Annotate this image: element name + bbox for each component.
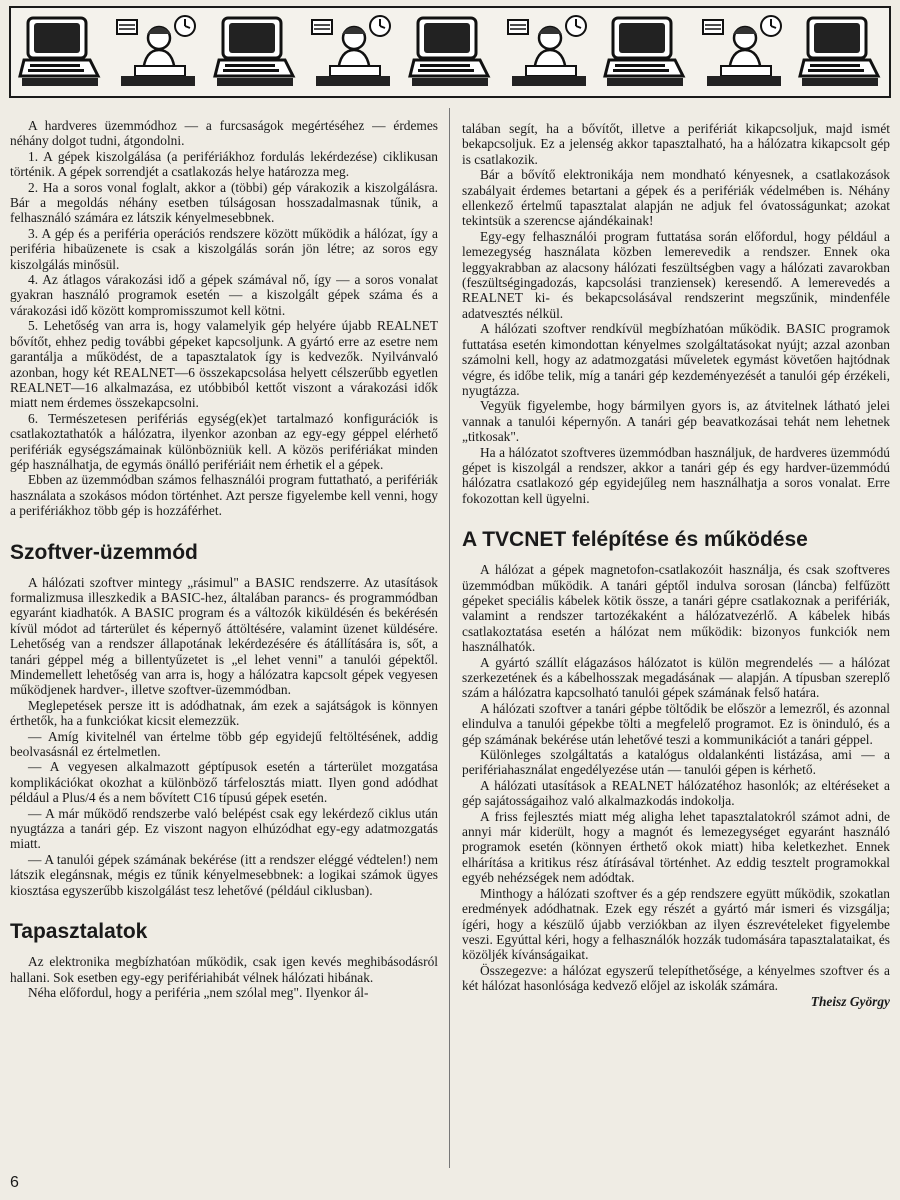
paragraph: 4. Az átlagos várakozási idő a gépek számával nő, így — a soros vonalat gyakran használó programok esetén — a kiszolgált gépek száma és a várakozási idő között kompromisszumot kell kötni. (10, 272, 438, 318)
computer-icon (798, 14, 882, 90)
paragraph: A friss fejlesztés miatt még aligha lehet tapasztalatokról számot adni, de annyi már kiderült, hogy a magnót és lemezegységet egyaránt használó programok esetén (könnyen érthető okok miatt) hiba keletkezhet. Ennek elhárítása a kritikus rész átírásával történhet. Az eddig tesztelt programokkal egyéb nehézségek nem adódtak. (462, 808, 890, 886)
paragraph: talában segít, ha a bővítőt, illetve a perifériát kikapcsoljuk, majd ismét bekapcsoljuk. Ez a jelenség akkor tapasztalható, ha a hálózatra kikapcsolt gép is csatlakozik. (462, 121, 890, 167)
paragraph: — A már működő rendszerbe való belépést csak egy lekérdező ciklus után nyugtázza a tanári gép. Ez viszont nagyon elhúzódhat egy-egy adatmozgatás miatt. (10, 805, 438, 852)
paragraph: Összegezve: a hálózat egyszerű telepíthetősége, a kényelmes szoftver és a két hálózat hasonlósága kedvező előjel az iskolák számára. (462, 962, 890, 994)
paragraph: Különleges szolgáltatás a katalógus oldalankénti listázása, ami — a perifériahasználat engedélyezése után — tanulói gépen is kérhető. (462, 747, 890, 778)
paragraph: — A tanulói gépek számának bekérése (itt a rendszer eléggé védtelen!) nem látszik elegánsnak, mégis ez tűnik kényelmesebbnek: a logikai számok ügyes kiosztása egyszerűbb kiszolgálást tesz lehetővé (például ciklusban). (10, 851, 438, 898)
paragraph: Vegyük figyelembe, hogy bármilyen gyors is, az átvitelnek látható jelei vannak a tanulói képernyőn. A tanári gép beavatkozásai tehát nem lehetnek „titkosak". (462, 398, 890, 445)
computer-icon (18, 14, 102, 90)
paragraph: — A vegyesen alkalmazott géptípusok esetén a tárterület mozgatása komplikációkat okozhat a különböző tárfelosztás miatt. Ilyen gond adódhat például a Plus/4 és a nem bővített C16 típusú gépek esetén. (10, 759, 438, 806)
paragraph: Ha a hálózatot szoftveres üzemmódban használjuk, de hardveres üzemmódú gépet is kiszolgál a rendszer, akkor a tanári gép és egy hardver-üzemmódú hálózatra csatlakozó gép egyidejűleg nem használhatja a soros vonalat. Erre fokozottan kell ügyelni. (462, 444, 890, 506)
left-column (10, 118, 438, 1000)
paragraph: A hálózat a gépek magnetofon-csatlakozóit használja, és csak szoftveres üzemmódban működik. A tanári géptől indulva sorosan (láncba) felfűzött gépeket speciális kábelek kötik össze, a tanári gépre csatlakoznak a perifériák, valamint a rendszer tartozékaként a hálózatvezérlő. A kábelek hibás csatlakoztatása esetén a hálózat nem működik: bizonyos funkciók nem használhatók. (462, 562, 890, 655)
section-heading-software-mode: Szoftver-üzemmód (10, 540, 198, 564)
computer-icon (408, 14, 492, 90)
paragraph: A hálózati utasítások a REALNET hálózatéhoz hasonlók; az eltéréseket a gép sajátosságaihoz való alkalmazkodás indokolja. (462, 777, 890, 809)
secretary-icon (115, 14, 199, 90)
paragraph: Néha előfordul, hogy a periféria „nem szólal meg". Ilyenkor ál- (28, 984, 369, 1000)
decorative-banner (9, 6, 891, 98)
computer-icon (603, 14, 687, 90)
paragraph: Minthogy a hálózati szoftver és a gép rendszere együtt működik, szokatlan eredmények adódhatnak. Ezek egy részét a gyártó már ismeri és vizsgálja; ígéri, hogy a készülő újabb verziókban az ilyen észrevételeket figyelembe veszi. Egyúttal kéri, hogy a felhasználók hozzák tudomására tapasztalataikat, és közöljék kívánságaikat. (462, 885, 890, 963)
author-signature: Theisz György (810, 993, 890, 1009)
paragraph: A hálózati szoftver a tanári gépbe töltődik be először a lemezről, és azonnal elindulva a tanulói gépekbe tölti a megfelelő programot. Ez is öninduló, és a gép számának bekérése után lehetővé teszi a kommunikációt a tanári géppel. (462, 700, 890, 747)
paragraph: A hardveres üzemmódhoz — a furcsaságok megértéséhez — érdemes néhány dolgot tudni, átgondolni. (10, 118, 438, 149)
page-number: 6 (10, 1174, 19, 1191)
secretary-icon (701, 14, 785, 90)
section-heading-experiences: Tapasztalatok (10, 920, 148, 944)
paragraph: Egy-egy felhasználói program futtatása során előfordul, hogy például a lemezegység használata közben lemerevedik a rendszer. Ennek oka leggyakrabban az alacsony hálózati feszültségben vagy a hálózati zavarokban (feszültségingadozás, kapcsolási tranziensek) keresendő. A lemerevedés a REALNET ki- és bekapcsolásával rendszerint megszűnik, mindenféle adatvesztés nélkül. (462, 228, 890, 321)
paragraph: 5. Lehetőség van arra is, hogy valamelyik gép helyére újabb REALNET bővítőt, ehhez pedig további gépeket kapcsoljunk. A gyártó erre az esetre nem garantálja a működést, de a tapasztalatok így is kedvezők. Nyilvánvaló azonban, hogy két REALNET—6 összekapcsolása helyett célszerűbb egyetlen REALNET—16 alkalmazása, ez utóbbiból kettőt viszont a várakozási idők miatt nem érdemes összekapcsolni. (10, 318, 438, 411)
right-column (462, 121, 890, 1009)
secretary-icon (506, 14, 590, 90)
computer-icon (213, 14, 297, 90)
paragraph: A gyártó szállít elágazásos hálózatot is külön megrendelés — a hálózat szerkezetének és a kábelhosszak megadásának — alapján. A típusban szereplő szám a hálózatra kapcsolható tanulói gépek számának felső határa. (462, 654, 890, 701)
paragraph: 3. A gép és a periféria operációs rendszere között működik a hálózat, így a periféria hibaüzenete is csak a kiszolgálás során jön létre; az soros egy kiszolgálás minősül. (10, 225, 438, 272)
paragraph: Bár a bővítő elektronikája nem mondható kényesnek, a csatlakozások szabályait érdemes betartani a gépek és a perifériák védelmében is. Néhány ellenkező értelmű tapasztalat alapján ne adjuk fel óvatosságunkat; azokat tekintsük a szerencse ajándékainak! (462, 167, 890, 229)
paragraph: 6. Természetesen perifériás egység(ek)et tartalmazó konfigurációk is csatlakoztathatók a hálózatra, ilyenkor azonban az egy-egy géppel elérhető perifériák egységszámainak különbözniük kell. A közös perifériákat minden gép használhatja, de egymás önálló perifériáit nem érhetik el a gépek. (10, 410, 438, 472)
paragraph: 1. A gépek kiszolgálása (a perifériákhoz fordulás lekérdezése) ciklikusan történik. A gépek sorrendjét a csatlakozás helye határozza meg. (10, 148, 438, 180)
paragraph: A hálózati szoftver mintegy „rásimul" a BASIC rendszerre. Az utasítások formalizmusa illeszkedik a BASIC-hez, általában parancs- és programmódban egyaránt kiadhatók. A BASIC program és a változók kiküldésén és bekérésén kívül módot ad tárterület és képernyő áttöltésére, valamint üzenet küldésére. Lehetőség van a rendszer állapotának lekérdezésére és átállítására is, sőt, a tanári géppel még a billentyűzetet is „el lehet venni" a tanulói gépektől. Mindemellett lehetőség van arra is, hogy a hálózatra kapcsolt gépek vegyesen működjenek hardver-, illetve szoftver-üzemmódban. (10, 574, 438, 698)
paragraph: — Amíg kivitelnél van értelme több gép egyidejű feltöltésének, addig beolvasásnál ez értelmetlen. (10, 728, 438, 760)
secretary-icon (310, 14, 394, 90)
paragraph: 2. Ha a soros vonal foglalt, akkor a (többi) gép várakozik a kiszolgálásra. Bár a megoldás néhány esetben túlságosan hosszadalmasnak tűnik, a felhasználó számára ez látszik kényelmesebbnek. (10, 179, 438, 226)
section-heading-tvcnet: A TVCNET felépítése és működése (462, 528, 808, 552)
column-divider (449, 108, 450, 1168)
paragraph: A hálózati szoftver rendkívül megbízhatóan működik. BASIC programok futtatása esetén kimondottan kényelmes szolgáltatásokat nyújt; azzal azonban számolni kell, hogy az adatmozgatási műveletek egymást követően hajtódnak végre, és időbe telik, míg a tanári gép kezdeményezését a tanulói gép érzékeli, nyugtázza. (462, 321, 890, 398)
paragraph: Az elektronika megbízhatóan működik, csak igen kevés meghibásodásról hallani. Sok esetben egy-egy perifériahibát vélnek hálózati hibának. (10, 954, 438, 985)
paragraph: Ebben az üzemmódban számos felhasználói program futtatható, a perifériák használata a szokásos módon történhet. Azt persze figyelembe kell venni, hogy a perifériákhoz több gép is hozzáférhet. (10, 472, 438, 519)
paragraph: Meglepetések persze itt is adódhatnak, ám ezek a sajátságok is könnyen érthetők, ha a funkciókat kicsit elemezzük. (10, 697, 438, 729)
